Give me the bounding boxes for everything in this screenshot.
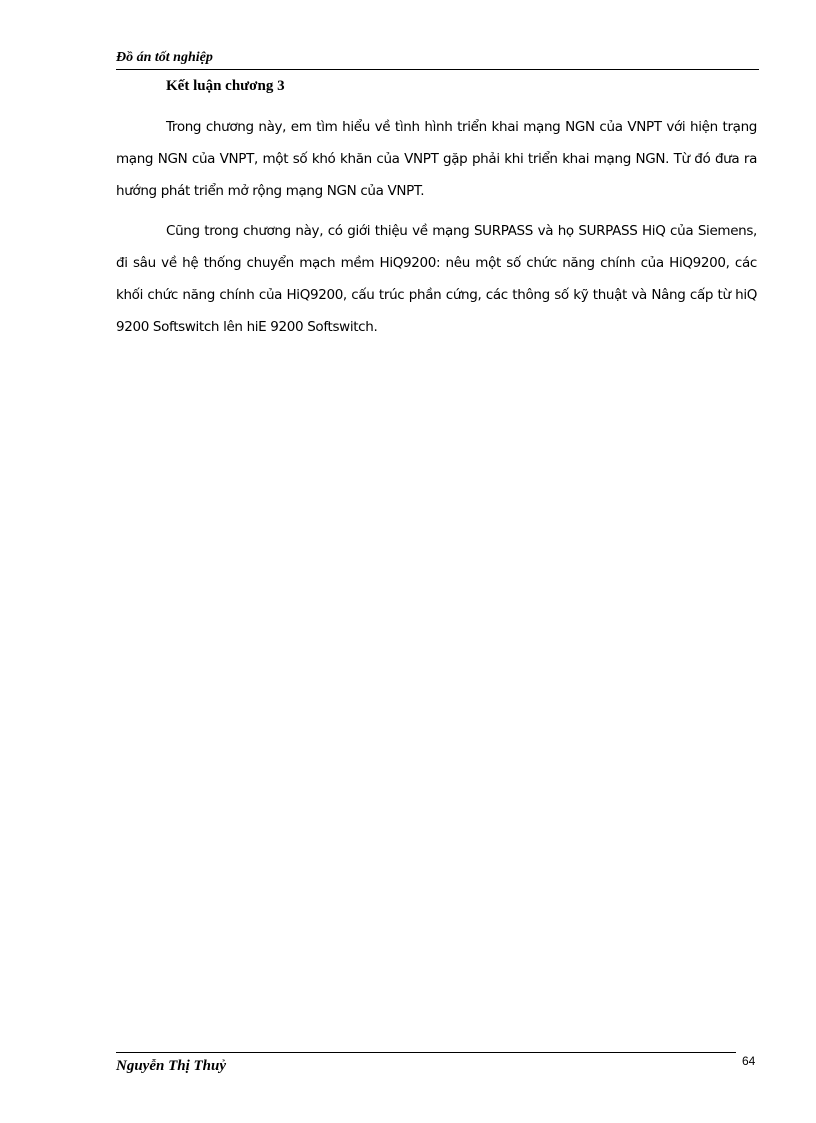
main-content: [116, 76, 757, 343]
section-heading: Kết luận chương 3: [166, 78, 285, 94]
paragraph-2: Cũng trong chương này, có giới thiệu về mạng SURPASS và họ SURPASS HiQ của Siemens, đi sâu về hệ thống chuyển mạch mềm HiQ9200: nêu một số chức năng chính của HiQ9200, các khối chức năng chính của HiQ9200, cấu trúc phần cứng, các thông số kỹ thuật và Nâng cấp từ hiQ 9200 Softswitch lên hiE 9200 Softswitch.: [116, 223, 757, 335]
document-title: Đồ án tốt nghiệp: [116, 50, 213, 65]
paragraph-1: Trong chương này, em tìm hiểu về tình hình triển khai mạng NGN của VNPT với hiện trạng mạng NGN của VNPT, một số khó khăn của VNPT gặp phải khi triển khai mạng NGN. Từ đó đưa ra hướng phát triển mở rộng mạng NGN của VNPT.: [116, 119, 757, 199]
footer-rule: [116, 1052, 736, 1054]
footer-author: Nguyễn Thị Thuỷ: [116, 1058, 227, 1074]
page-header: [116, 49, 759, 70]
page-number: 64: [742, 1054, 756, 1068]
